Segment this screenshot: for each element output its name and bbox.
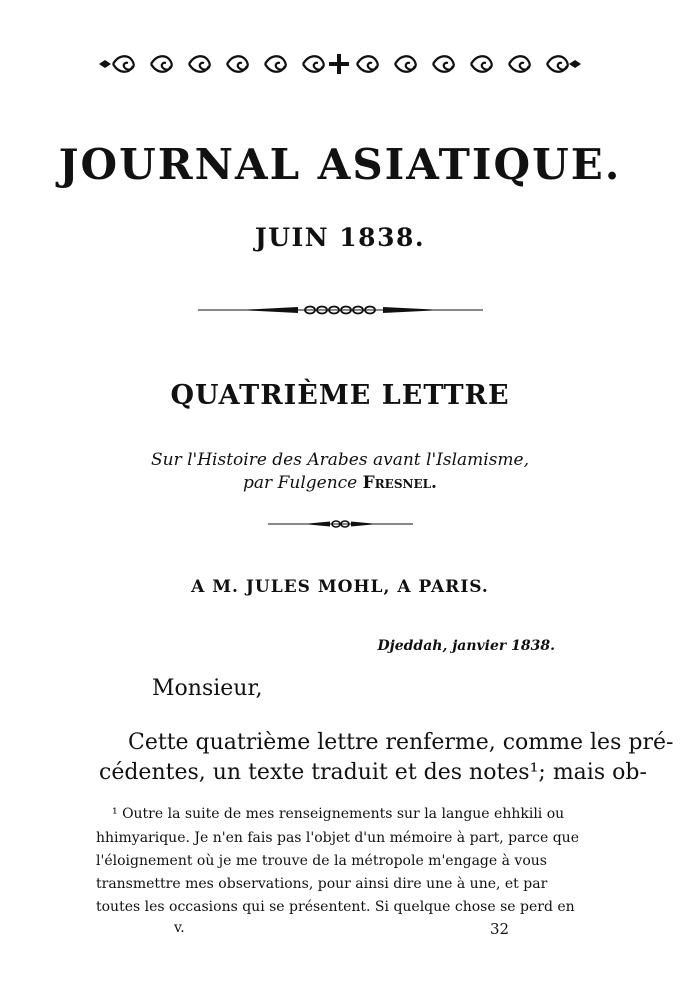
author-prefix: par Fulgence xyxy=(243,473,358,493)
journal-title: JOURNAL ASIATIQUE. xyxy=(58,140,622,189)
footnote-line: transmettre mes observations, pour ainsi dire une à une, et par xyxy=(96,876,548,892)
article-author-line xyxy=(0,473,680,493)
letter-place-date: Djeddah, janvier 1838. xyxy=(377,638,555,654)
ornament-small-rule-icon xyxy=(268,514,413,534)
footnote-line: toutes les occasions qui se présentent. Si quelque chose se perd en xyxy=(96,899,575,915)
letter-address: A M. JULES MOHL, A PARIS. xyxy=(191,577,489,597)
footnote-line: l'éloignement où je me trouve de la métropole m'engage à vous xyxy=(96,853,547,869)
page-number: 32 xyxy=(490,920,510,938)
author-name: Fresnel. xyxy=(362,473,437,493)
ornament-rule-icon xyxy=(198,298,483,322)
footnote-line: ¹ Outre la suite de mes renseignements sur la langue ehhkili ou xyxy=(112,806,565,822)
body-text-line: cédentes, un texte traduit et des notes¹; mais ob- xyxy=(99,760,647,785)
footnote-line: hhimyarique. Je n'en fais pas l'objet d'un mémoire à part, parce que xyxy=(96,830,579,846)
signature-mark: v. xyxy=(174,920,185,936)
ornament-scroll-border-icon xyxy=(95,44,585,84)
article-title: QUATRIÈME LETTRE xyxy=(170,380,510,411)
salutation: Monsieur, xyxy=(152,676,263,701)
body-text-line: Cette quatrième lettre renferme, comme les pré- xyxy=(128,730,674,755)
issue-date: JUIN 1838. xyxy=(254,223,426,252)
article-subtitle: Sur l'Histoire des Arabes avant l'Islamisme, xyxy=(150,450,530,470)
